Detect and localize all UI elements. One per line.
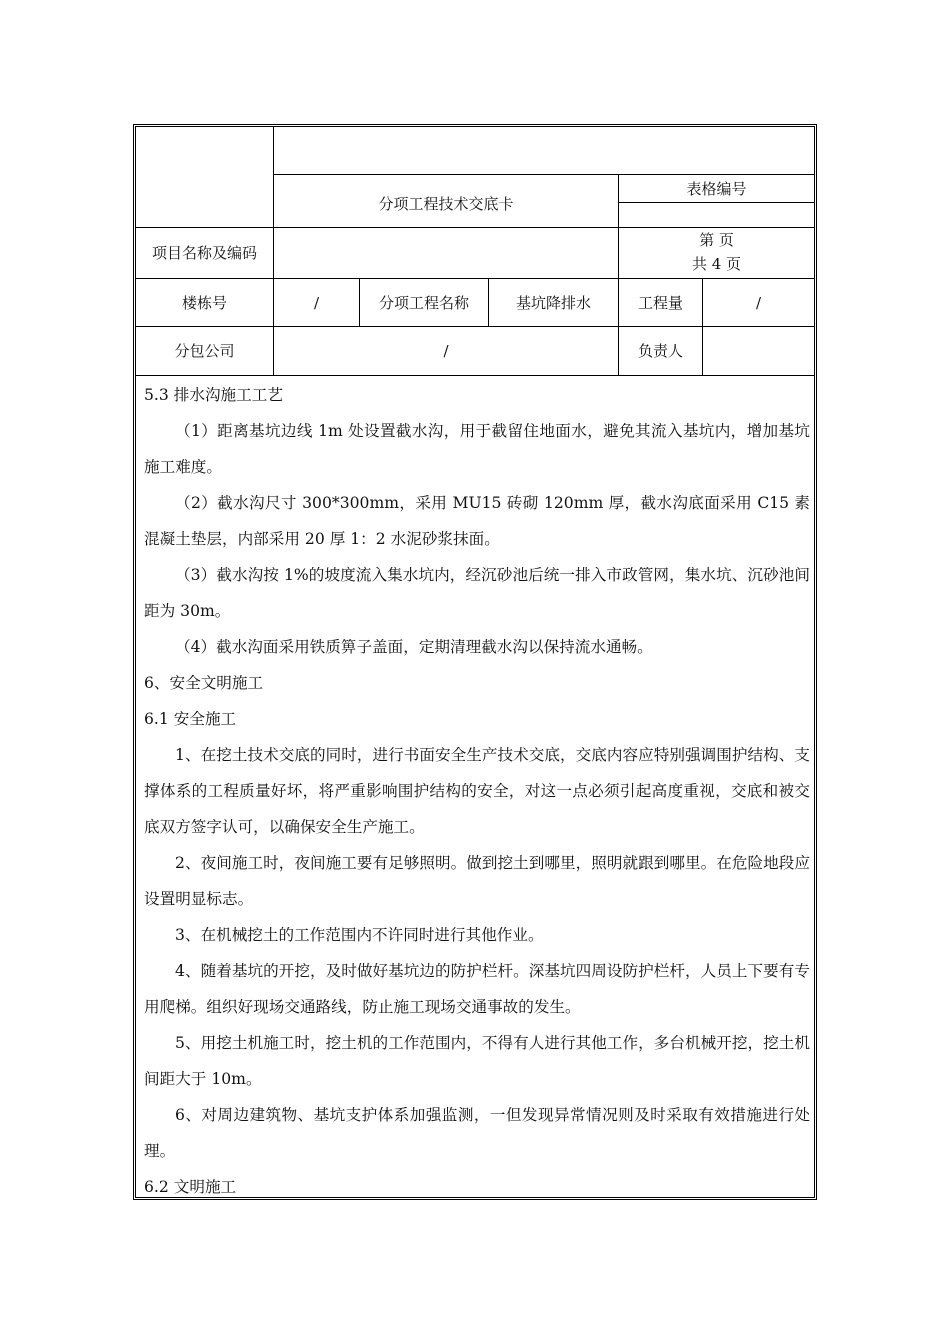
paragraph: 1、在挖土技术交底的同时，进行书面安全生产技术交底，交底内容应特别强调围护结构、支撑体系的工程质量好坏，将严重影响围护结构的安全，对这一点必须引起高度重视，交底和被交底双方签字认可，以确保安全生产施工。 <box>144 746 810 836</box>
building-value: / <box>313 293 320 312</box>
paragraph: （3）截水沟按 1%的坡度流入集水坑内，经沉砂池后统一排入市政管网，集水坑、沉砂池间距为 30m。 <box>144 566 810 620</box>
divider <box>274 174 814 175</box>
subproject-value: 基坑降排水 <box>515 293 591 312</box>
content-body <box>144 377 810 1205</box>
section-heading: 6.1 安全施工 <box>144 710 237 728</box>
section-heading: 6.2 文明施工 <box>144 1178 237 1196</box>
paragraph: 3、在机械挖土的工作范围内不许同时进行其他作业。 <box>175 926 544 944</box>
divider <box>619 202 814 203</box>
subproject-label: 分项工程名称 <box>378 293 469 312</box>
paragraph: （1）距离基坑边线 1m 处设置截水沟，用于截留住地面水，避免其流入基坑内，增加基坑施工难度。 <box>144 422 810 476</box>
project-label: 项目名称及编码 <box>151 244 257 262</box>
form-number-label: 表格编号 <box>686 180 747 198</box>
divider <box>136 375 814 376</box>
person-label: 负责人 <box>637 342 683 360</box>
paragraph: 4、随着基坑的开挖，及时做好基坑边的防护栏杆。深基坑四周设防护栏杆，人员上下要有专用爬梯。组织好现场交通路线，防止施工现场交通事故的发生。 <box>144 962 810 1016</box>
paragraph: （4）截水沟面采用铁质箅子盖面，定期清理截水沟以保持流水通畅。 <box>175 638 653 656</box>
card-title: 分项工程技术交底卡 <box>378 195 514 213</box>
section-heading: 5.3 排水沟施工工艺 <box>144 386 283 404</box>
subcontractor-value: / <box>443 342 449 360</box>
subcontractor-label: 分包公司 <box>174 342 235 360</box>
quantity-value: / <box>755 293 762 312</box>
paragraph: 5、用挖土机施工时，挖土机的工作范围内，不得有人进行其他工作，多台机械开挖，挖土机间距大于 10m。 <box>144 1034 810 1088</box>
page-label: 第 页 <box>699 231 734 249</box>
total-pages-label: 共 4 页 <box>691 255 742 273</box>
quantity-label: 工程量 <box>637 293 683 312</box>
section-heading: 6、安全文明施工 <box>144 674 264 692</box>
building-label: 楼栋号 <box>181 293 227 312</box>
paragraph: 6、对周边建筑物、基坑支护体系加强监测，一但发现异常情况则及时采取有效措施进行处理。 <box>144 1106 810 1160</box>
paragraph: 2、夜间施工时，夜间施工要有足够照明。做到挖土到哪里，照明就跟到哪里。在危险地段应设置明显标志。 <box>144 854 810 908</box>
paragraph: （2）截水沟尺寸 300*300mm，采用 MU15 砖砌 120mm 厚，截水沟底面采用 C15 素混凝土垫层，内部采用 20 厚 1：2 水泥砂浆抹面。 <box>144 494 810 548</box>
